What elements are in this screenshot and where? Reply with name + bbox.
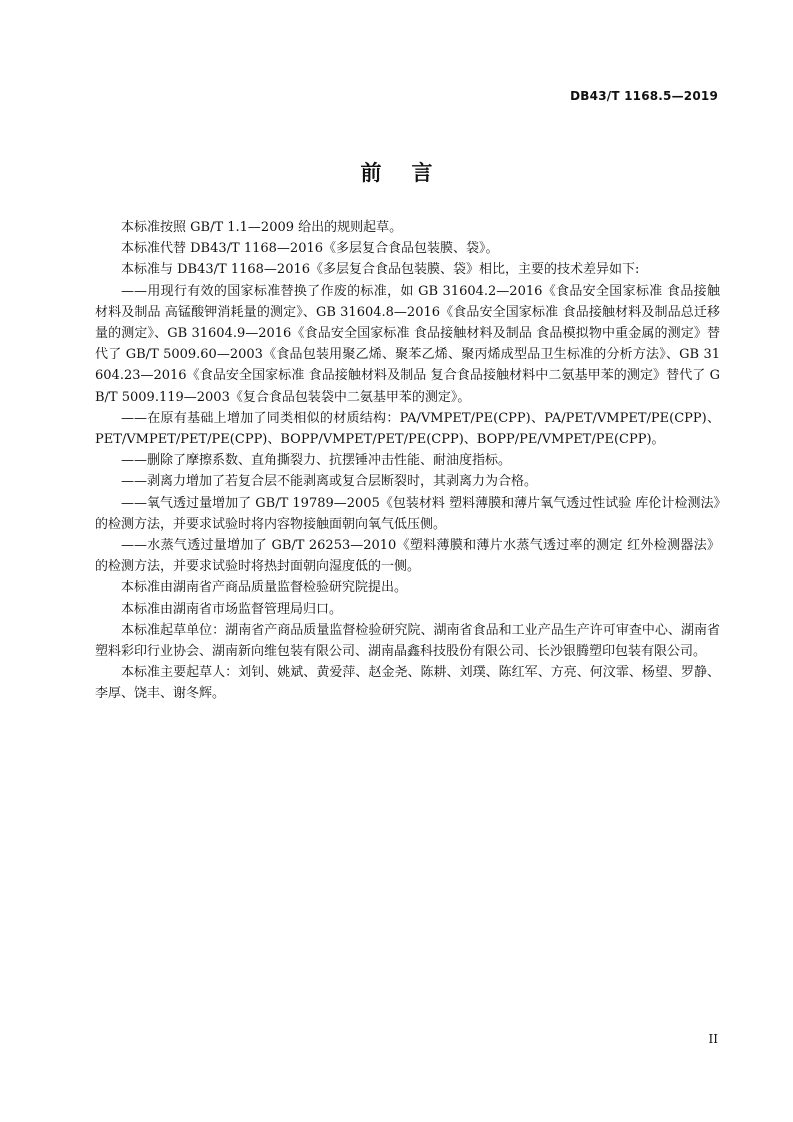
list-item-peel-strength: ——剥离力增加了若复合层不能剥离或复合层断裂时，其剥离力为合格。 [121,474,538,490]
paragraph-differences-intro: 本标准与 DB43/T 1168—2016《多层复合食品包装膜、袋》相比，主要的技术差异如下: [121,262,640,278]
list-item-oxygen-transmission: ——氧气透过量增加了 GB/T 19789—2005《包装材料 塑料薄膜和薄片氧气透过性试验 库伦计检测法》的检测方法，并要求试验时将内容物接触面朝向氧气低压侧。 [95,495,720,532]
paragraph-drafting-rules: 本标准按照 GB/T 1.1—2009 给出的规则起草。 [121,220,403,235]
paragraph-proposed-by: 本标准由湖南省产商品质量监督检验研究院提出。 [121,580,408,596]
list-item-water-vapor-transmission: ——水蒸气透过量增加了 GB/T 26253—2010《塑料薄膜和薄片水蒸气透过率的测定 红外检测器法》的检测方法，并要求试验时将热封面朝向湿度低的一侧。 [95,538,720,575]
paragraph-administered-by: 本标准由湖南省市场监督管理局归口。 [121,601,343,617]
paragraph-drafters: 本标准主要起草人：刘钊、姚斌、黄爱萍、赵金尧、陈耕、刘璞、陈红军、方亮、何汶霏、杨望、罗静、李厚、饶丰、谢冬辉。 [95,665,720,702]
paragraph-drafting-units: 本标准起草单位：湖南省产商品质量监督检验研究院、湖南省食品和工业产品生产许可审查中心、湖南省塑料彩印行业协会、湖南新向维包装有限公司、湖南晶鑫科技股份有限公司、长沙银腾塑印包装有限公司。 [95,622,720,660]
list-item-deleted-indicators: ——删除了摩擦系数、直角撕裂力、抗摆锤冲击性能、耐油度指标。 [121,453,512,469]
document-body [95,217,720,705]
paragraph-replaces: 本标准代替 DB43/T 1168—2016《多层复合食品包装膜、袋》。 [121,241,499,257]
page-number: II [708,1032,718,1046]
standard-code: DB43/T 1168.5—2019 [570,89,718,103]
page-title: 前言 [360,161,463,185]
list-item-replaced-standards: ——用现行有效的国家标准替换了作废的标准，如 GB 31604.2—2016《食品安全国家标准 食品接触材料及制品 高锰酸钾消耗量的测定》、GB 31604.8—2016《食品安全国家标准 食品接触材料及制品总迁移量的测定》、GB 31604.9—2016《食品安全国家标准 食品接触材料及制品 食品模拟物中重金属的测定》替代了 GB/T 5009.60—2003《食品包装用聚乙烯、聚苯乙烯、聚丙烯成型品卫生标准的分析方法》、GB 31604.23—2016《食品安全国家标准 食品接触材料及制品 复合食品接触材料中二氨基甲苯的测定》替代了 GB/T 5009.119—2003《复合食品包装袋中二氨基甲苯的测定》。 [95,283,720,405]
list-item-added-structures: ——在原有基础上增加了同类相似的材质结构：PA/VMPET/PE(CPP)、PA/PET/VMPET/PE(CPP)、PET/VMPET/PET/PE(CPP)、BOPP/VMPET/PET/PE(CPP)、BOPP/PE/VMPET/PE(CPP)。 [95,410,720,448]
